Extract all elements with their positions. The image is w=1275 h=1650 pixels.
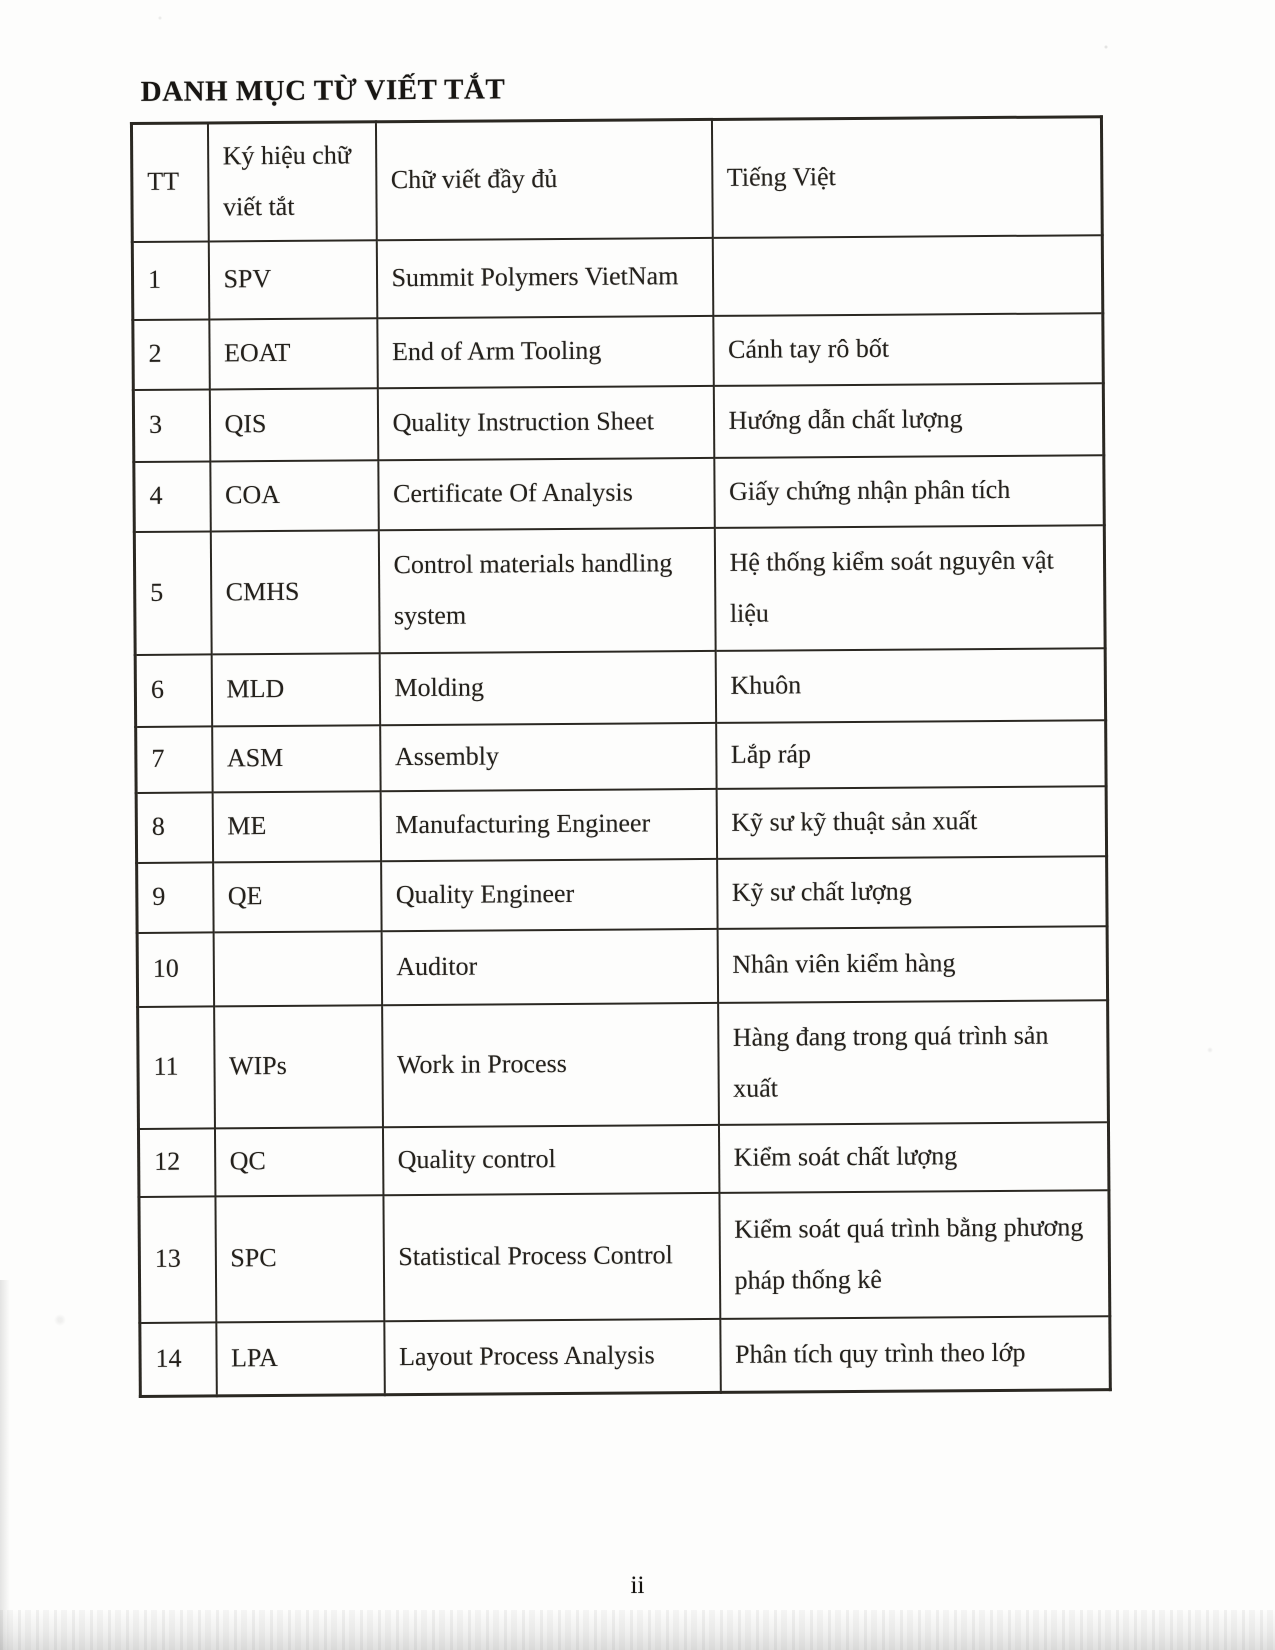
cell-tt: 2 (133, 319, 209, 390)
scan-noise-artifact (0, 1610, 1275, 1650)
table-row (136, 720, 1106, 793)
cell-vi: Nhân viên kiểm hàng (717, 926, 1108, 1003)
cell-tt: 5 (134, 531, 211, 655)
cell-vi: Hàng đang trong quá trình sản xuất (718, 1000, 1109, 1125)
cell-tt: 9 (137, 862, 213, 933)
cell-vi: Hướng dẫn chất lượng (713, 383, 1103, 458)
cell-full: Assembly (380, 722, 716, 790)
cell-tt: 11 (138, 1006, 215, 1129)
cell-vi: Khuôn (715, 648, 1105, 723)
table-row (138, 1122, 1108, 1197)
table-row (133, 313, 1103, 390)
cell-tt: 12 (138, 1128, 214, 1197)
cell-full: Layout Process Analysis (384, 1318, 721, 1394)
cell-vi: Giấy chứng nhận phân tích (714, 455, 1104, 528)
cell-tt: 7 (136, 726, 212, 793)
table-row (137, 926, 1107, 1007)
cell-abbr: CMHS (210, 530, 379, 654)
table-header-row (131, 117, 1102, 242)
cell-tt: 6 (135, 654, 212, 727)
cell-full: Summit Polymers VietNam (376, 237, 713, 317)
cell-vi: Lắp ráp (716, 720, 1106, 789)
cell-full: Control materials handling system (378, 527, 715, 652)
table-row (136, 786, 1106, 863)
cell-full: Auditor (381, 928, 718, 1004)
cell-vi (712, 235, 1103, 316)
table-row (134, 525, 1105, 655)
cell-tt: 3 (133, 389, 210, 462)
table-row (138, 1000, 1109, 1129)
cell-abbr: QC (214, 1127, 382, 1196)
cell-abbr: SPC (215, 1195, 384, 1322)
table-row (137, 856, 1107, 933)
cell-tt: 1 (132, 241, 209, 320)
table-row (135, 648, 1105, 727)
cell-full: Quality Instruction Sheet (377, 385, 713, 459)
page-title: DANH MỤC TỪ VIẾT TẮT (140, 73, 506, 108)
cell-tt: 10 (137, 932, 214, 1007)
cell-full: Manufacturing Engineer (380, 788, 716, 860)
scan-smudge-artifact (0, 1280, 10, 1650)
cell-abbr: WIPs (214, 1005, 383, 1128)
cell-vi: Cánh tay rô bốt (713, 313, 1103, 386)
cell-abbr: ME (212, 791, 380, 862)
header-abbr: Ký hiệu chữ viết tắt (207, 122, 376, 241)
cell-abbr: LPA (216, 1321, 385, 1396)
cell-abbr: MLD (211, 653, 379, 726)
table-row (134, 455, 1104, 532)
cell-abbr: SPV (208, 240, 377, 319)
header-tt: TT (131, 123, 208, 242)
cell-abbr: ASM (212, 725, 380, 792)
cell-abbr: QE (213, 861, 381, 932)
cell-full: End of Arm Tooling (377, 315, 713, 387)
page-number: ii (630, 1572, 645, 1599)
cell-vi: Hệ thống kiểm soát nguyên vật liệu (714, 525, 1105, 651)
cell-abbr (213, 931, 382, 1006)
cell-tt: 13 (139, 1196, 216, 1323)
cell-vi: Kỹ sư chất lượng (717, 856, 1107, 929)
cell-vi: Kiểm soát chất lượng (718, 1122, 1108, 1193)
table-row (132, 235, 1103, 320)
cell-full: Certificate Of Analysis (378, 457, 714, 529)
abbreviations-table (130, 115, 1112, 1398)
cell-abbr: EOAT (209, 318, 377, 389)
cell-full: Statistical Process Control (383, 1192, 720, 1320)
cell-full: Quality Engineer (381, 858, 717, 930)
header-vi: Tiếng Việt (711, 117, 1102, 238)
cell-full: Molding (379, 650, 715, 724)
cell-full: Quality control (382, 1124, 718, 1194)
cell-abbr: QIS (209, 388, 377, 461)
cell-tt: 4 (134, 461, 210, 532)
cell-abbr: COA (210, 460, 378, 531)
cell-tt: 8 (136, 792, 212, 863)
cell-vi: Kỹ sư kỹ thuật sản xuất (716, 786, 1106, 859)
header-full: Chữ viết đầy đủ (375, 119, 712, 239)
cell-tt: 14 (140, 1322, 217, 1397)
table-row (133, 383, 1103, 462)
cell-vi: Phân tích quy trình theo lớp (720, 1316, 1111, 1393)
cell-full: Work in Process (382, 1002, 719, 1126)
table-row (140, 1316, 1110, 1397)
table-row (139, 1190, 1110, 1323)
cell-vi: Kiểm soát quá trình bằng phương pháp thống kê (719, 1190, 1110, 1319)
